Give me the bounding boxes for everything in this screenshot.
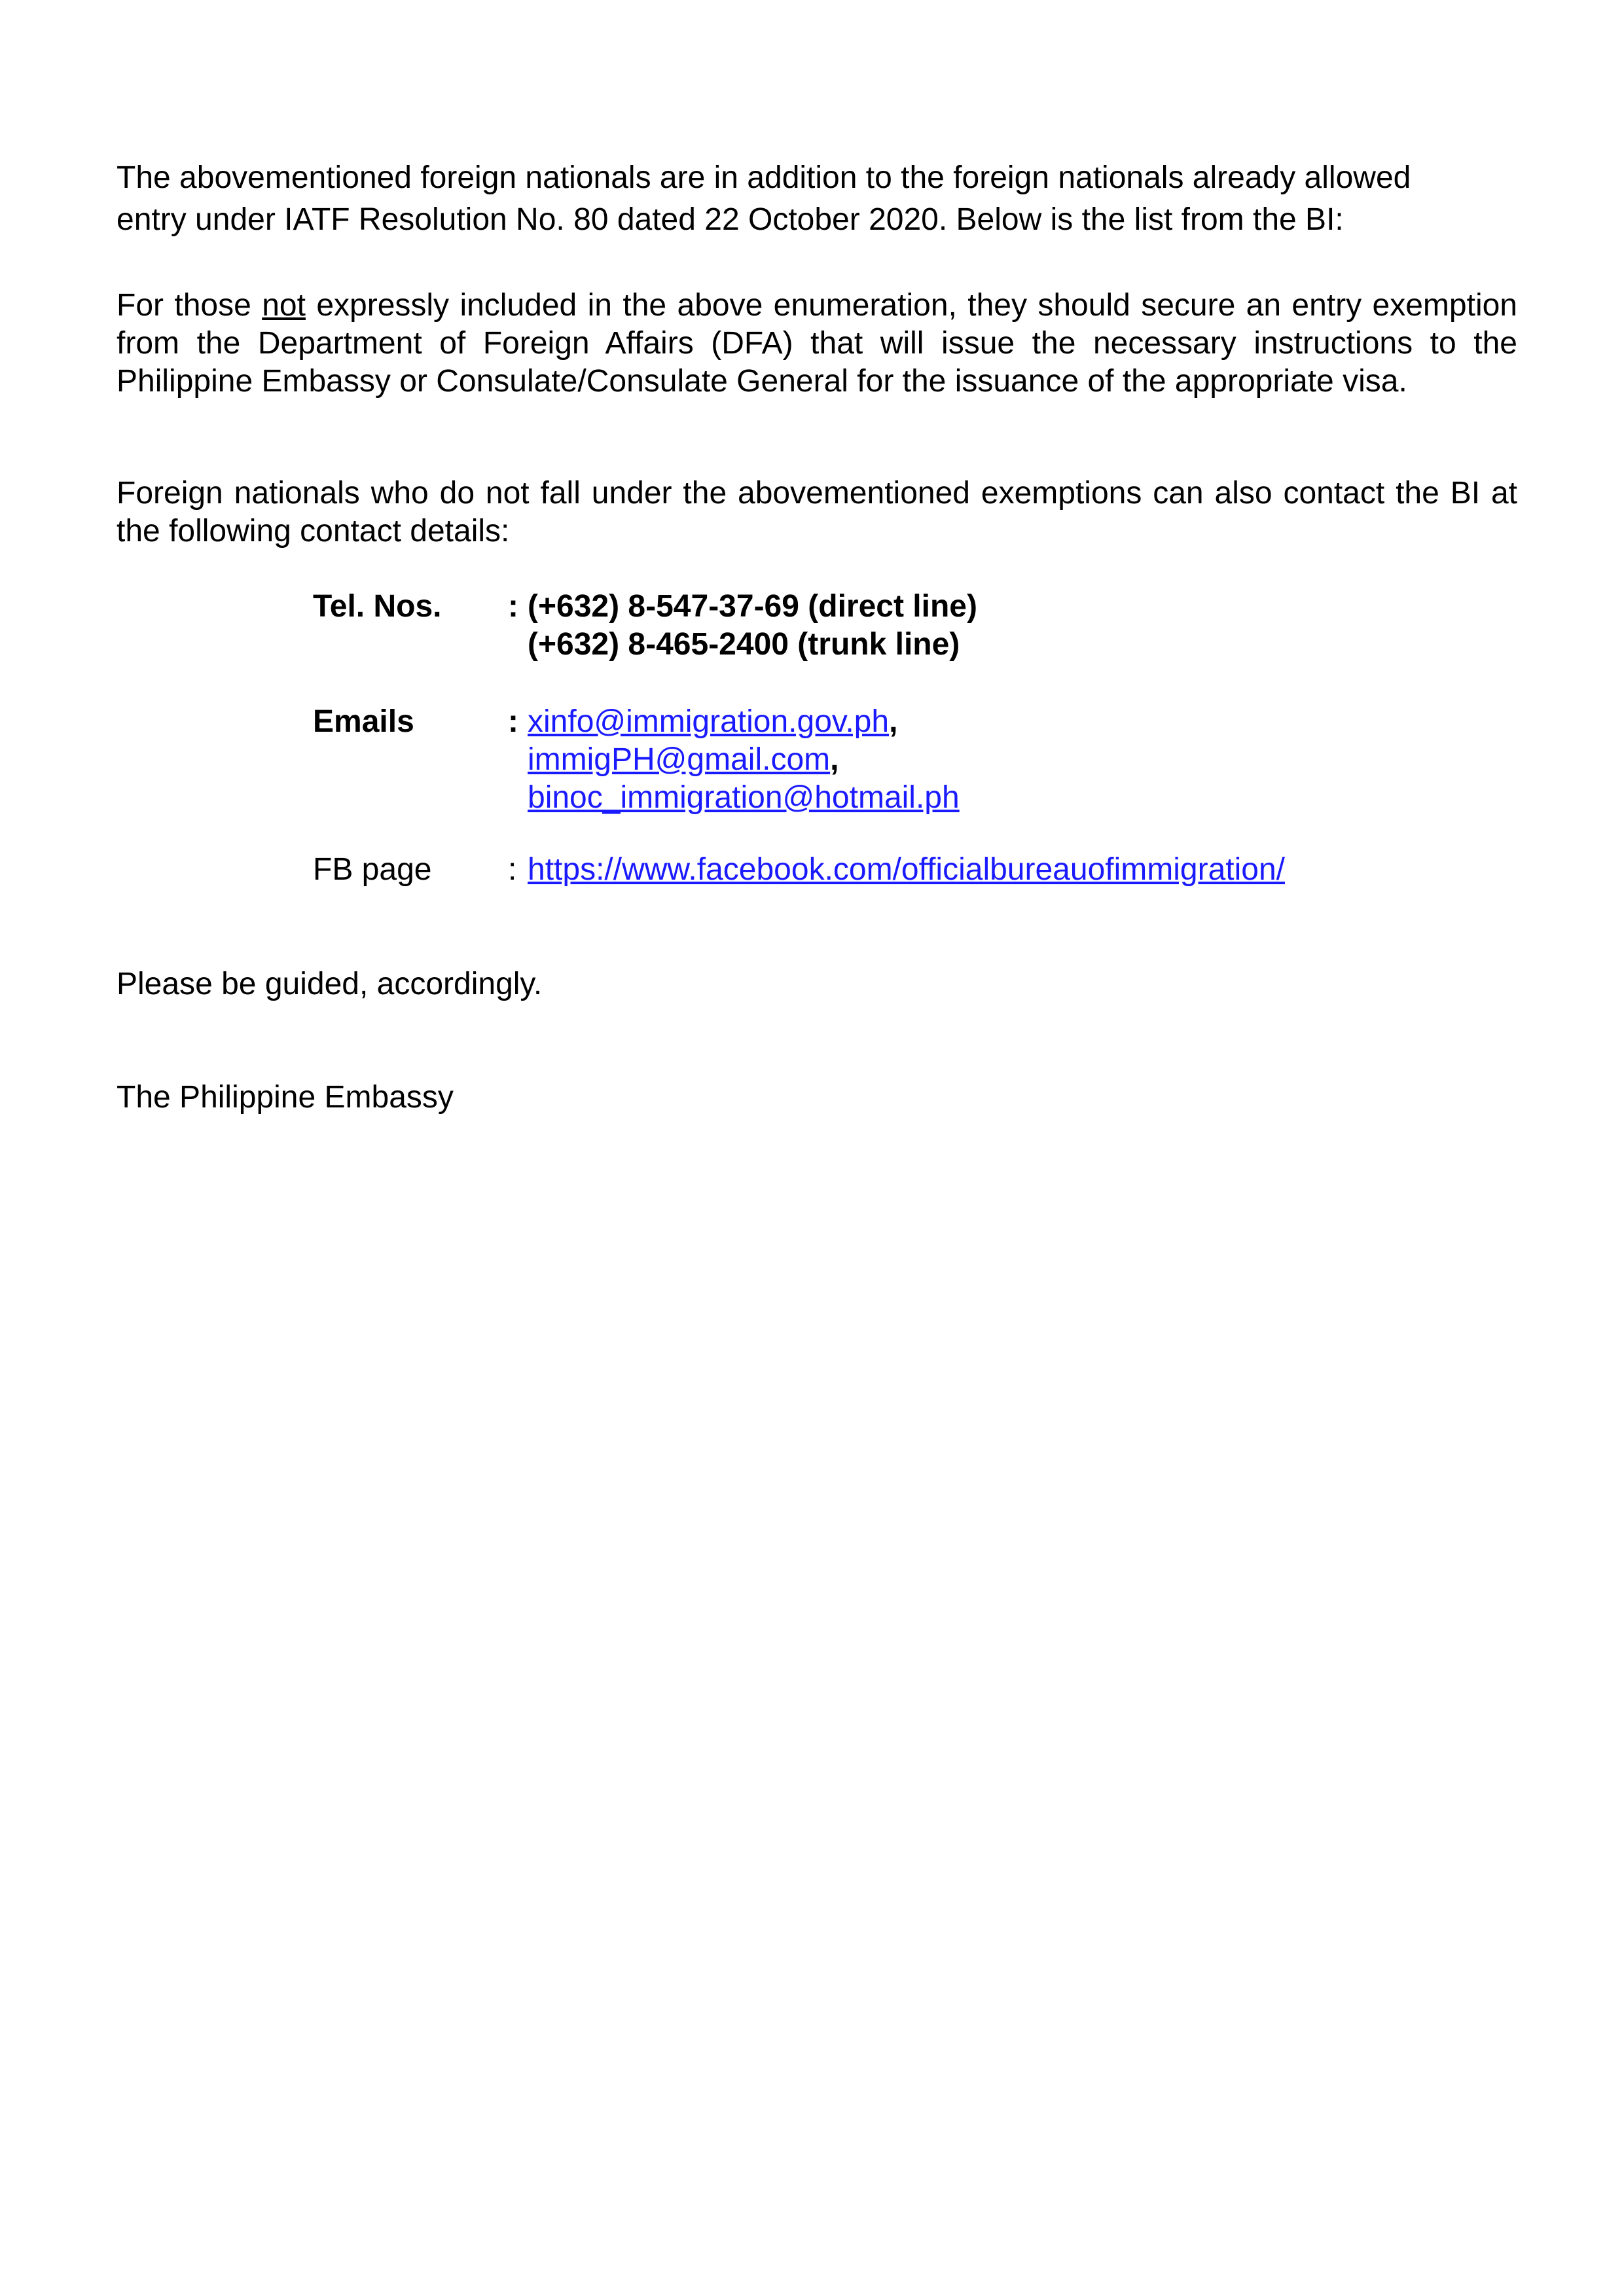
tel-direct-line: (+632) 8-547-37-69 (direct line): [528, 589, 977, 624]
contact-intro-paragraph: Foreign nationals who do not fall under the abovementioned exemptions can also contact the BI at the following contact details:: [117, 476, 1517, 548]
emails-label: Emails: [313, 704, 414, 739]
fb-page-link[interactable]: https://www.facebook.com/officialbureauofimmigration/: [528, 852, 1285, 887]
tel-colon: :: [508, 589, 518, 624]
tel-trunk-line: (+632) 8-465-2400 (trunk line): [528, 627, 960, 662]
fb-values: [528, 851, 1285, 889]
fb-colon: :: [508, 852, 517, 887]
emails-colon: :: [508, 704, 518, 739]
email-separator-2: ,: [830, 742, 839, 777]
email-link-xinfo[interactable]: xinfo@immigration.gov.ph: [528, 704, 890, 739]
exemption-text-before: For those: [117, 288, 262, 323]
exemption-underlined-word: not: [262, 288, 306, 323]
intro-line-2: entry under IATF Resolution No. 80 dated 22 October 2020. Below is the list from the BI:: [117, 202, 1344, 237]
email-separator-1: ,: [889, 704, 898, 739]
fb-label: FB page: [313, 852, 432, 887]
email-link-binoc[interactable]: binoc_immigration@hotmail.ph: [528, 780, 960, 815]
email-link-immigph[interactable]: immigPH@gmail.com: [528, 742, 831, 777]
emails-values: [528, 703, 960, 817]
tel-values: [528, 588, 977, 664]
closing-line: Please be guided, accordingly.: [117, 967, 543, 1001]
signature-line: The Philippine Embassy: [117, 1080, 454, 1115]
exemption-paragraph: [117, 287, 1517, 401]
tel-label: Tel. Nos.: [313, 589, 442, 624]
exemption-text-after: expressly included in the above enumeration, they should secure an entry exemption from the Department of Foreign Affairs (DFA) that will issue the necessary instructions to the Philippine Embassy or Consulate/Consulate General for the issuance of the appropriate visa.: [117, 288, 1517, 399]
intro-line-1: The abovementioned foreign nationals are in addition to the foreign nationals already allowed: [117, 160, 1411, 195]
intro-paragraph: [117, 157, 1517, 241]
